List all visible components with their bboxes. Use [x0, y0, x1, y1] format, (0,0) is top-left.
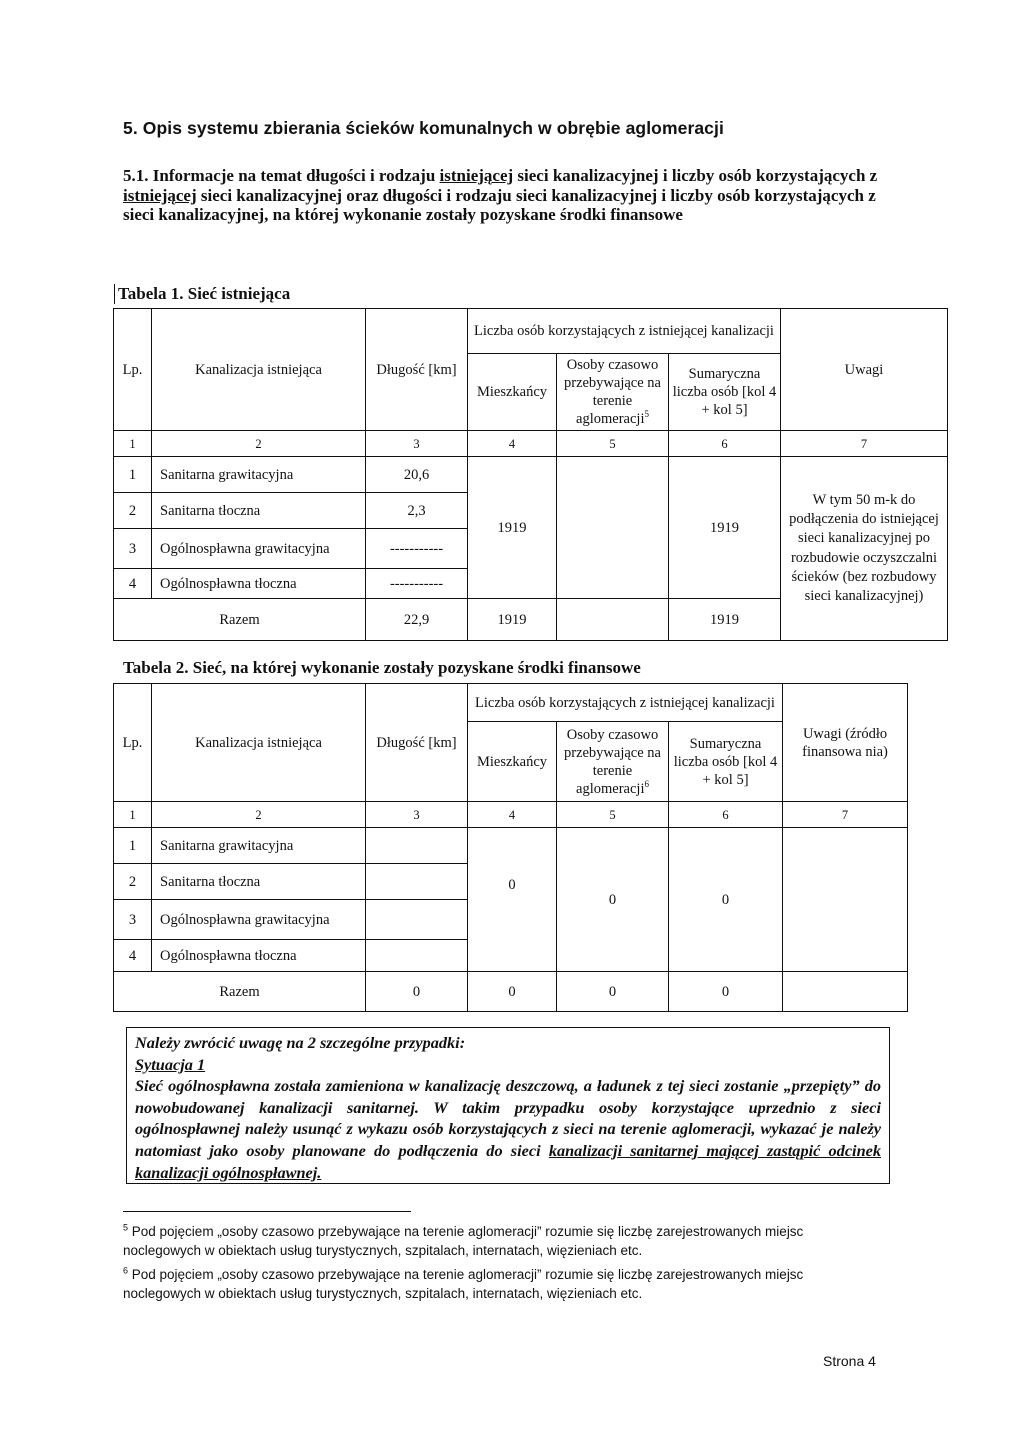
t1-header-uwagi: Uwagi: [781, 309, 948, 431]
t1-header-osoby: [557, 354, 669, 431]
t1-header-mieszkancy: Mieszkańcy: [468, 354, 557, 431]
footnote-6-text: Pod pojęciem „osoby czasowo przebywające na terenie aglomeracji” rozumie się liczbę zarejestrowanych miejsc noclegowych w obiektach usług turystycznych, szpitalach, internatach, więzieniach etc.: [123, 1267, 804, 1301]
t1-len: 20,6: [366, 457, 468, 493]
t1-colnum: 4: [468, 431, 557, 457]
t2-colnum: 3: [366, 802, 468, 828]
note-box: [126, 1027, 890, 1184]
note-title: Należy zwrócić uwagę na 2 szczególne przypadki:: [135, 1033, 466, 1052]
t2-merged-osoby: 0: [557, 828, 669, 972]
t2-colnums-row: [114, 802, 908, 828]
t1-razem-mieszkancy: 1919: [468, 599, 557, 641]
t2-razem-len: 0: [366, 972, 468, 1012]
info-part-2: sieci kanalizacyjnej i liczby osób korzystających z: [513, 166, 878, 185]
note-body-text: Sieć ogólnospławna została zamieniona w kanalizację deszczową, a ładunek z tej sieci zostanie „przepięty” do nowobudowanej kanalizacji sanitarnej. W takim przypadku osoby korzystające uprzednio z sieci ogólnospławnej należy usunąć z wykazu osób korzystających z sieci na terenie aglomeracji, wykazać je należy natomiast jako osoby planowane do podłączenia do sieci: [135, 1076, 881, 1160]
t1-colnums-row: [114, 431, 948, 457]
page-number: Strona 4: [823, 1353, 876, 1369]
t1-colnum: 7: [781, 431, 948, 457]
t1-header-dlugosc: Długość [km]: [366, 309, 468, 431]
t2-razem-mieszkancy: 0: [468, 972, 557, 1012]
t1-name: Ogólnospławna grawitacyjna: [152, 529, 366, 569]
t2-len: [366, 828, 468, 864]
t1-colnum: 3: [366, 431, 468, 457]
t1-header-lp: Lp.: [114, 309, 152, 431]
t1-footnote-ref: 5: [644, 409, 649, 420]
info-part-1: 5.1. Informacje na temat długości i rodzaju: [123, 166, 440, 185]
t1-len: -----------: [366, 569, 468, 599]
t1-name: Sanitarna tłoczna: [152, 493, 366, 529]
t2-name: Sanitarna grawitacyjna: [152, 828, 366, 864]
t2-header-kanalizacja: Kanalizacja istniejąca: [152, 684, 366, 802]
t1-merged-osoby: [557, 457, 669, 599]
t1-razem-label: Razem: [114, 599, 366, 641]
t1-lp: 1: [114, 457, 152, 493]
t2-razem-row: [114, 972, 908, 1012]
t1-merged-mieszkancy: 1919: [468, 457, 557, 599]
t2-footnote-ref: 6: [644, 778, 649, 789]
t2-header-uwagi: Uwagi (źródło finansowa nia): [783, 684, 908, 802]
t2-lp: 3: [114, 900, 152, 940]
t1-len: 2,3: [366, 493, 468, 529]
table2-caption: Tabela 2. Sieć, na której wykonanie zostały pozyskane środki finansowe: [123, 658, 641, 677]
footnote-5: [123, 1222, 883, 1260]
t2-colnum: 4: [468, 802, 557, 828]
table2: [113, 683, 908, 1012]
table1-caption: Tabela 1. Sieć istniejąca: [114, 284, 290, 304]
t1-header-group: Liczba osób korzystających z istniejącej kanalizacji: [468, 309, 781, 354]
t1-name: Sanitarna grawitacyjna: [152, 457, 366, 493]
t2-name: Ogólnospławna grawitacyjna: [152, 900, 366, 940]
t2-name: Ogólnospławna tłoczna: [152, 940, 366, 972]
table-row: [114, 828, 908, 864]
section-5-1-text: [123, 166, 893, 225]
t2-len: [366, 900, 468, 940]
t2-name: Sanitarna tłoczna: [152, 864, 366, 900]
t2-header-dlugosc: Długość [km]: [366, 684, 468, 802]
t1-razem-sum: 1919: [669, 599, 781, 641]
t2-header-lp: Lp.: [114, 684, 152, 802]
t1-header-kanalizacja: Kanalizacja istniejąca: [152, 309, 366, 431]
section-heading: 5. Opis systemu zbierania ścieków komunalnych w obrębie aglomeracji: [123, 118, 724, 138]
t2-colnum: 7: [783, 802, 908, 828]
t1-colnum: 1: [114, 431, 152, 457]
t2-colnum: 2: [152, 802, 366, 828]
t1-razem-osoby: [557, 599, 669, 641]
table1: [113, 308, 948, 641]
t2-header-mieszkancy: Mieszkańcy: [468, 722, 557, 802]
t1-header-osoby-text: Osoby czasowo przebywające na terenie aglomeracji: [563, 357, 661, 427]
t2-lp: 4: [114, 940, 152, 972]
t2-header-osoby-text: Osoby czasowo przebywające na terenie aglomeracji: [563, 726, 661, 797]
t2-merged-mieszkancy: 0: [468, 828, 557, 972]
t1-len: -----------: [366, 529, 468, 569]
t2-len: [366, 940, 468, 972]
t2-header-sum: Sumaryczna liczba osób [kol 4 + kol 5]: [669, 722, 783, 802]
table-row: [114, 457, 948, 493]
t2-lp: 1: [114, 828, 152, 864]
footnote-6: [123, 1265, 883, 1303]
t2-merged-sum: 0: [669, 828, 783, 972]
footnote-5-number: 5: [123, 1222, 129, 1233]
note-situation: Sytuacja 1: [135, 1054, 206, 1074]
t2-colnum: 1: [114, 802, 152, 828]
t1-lp: 2: [114, 493, 152, 529]
t1-header-sum: Sumaryczna liczba osób [kol 4 + kol 5]: [669, 354, 781, 431]
t1-uwagi-text: W tym 50 m-k do podłączenia do istniejącej sieci kanalizacyjnej po rozbudowie oczyszczalni ścieków (bez rozbudowy sieci kanalizacyjnej): [781, 457, 948, 641]
t1-colnum: 2: [152, 431, 366, 457]
t2-colnum: 5: [557, 802, 669, 828]
info-underlined-1: istniejącej: [439, 166, 514, 185]
t2-lp: 2: [114, 864, 152, 900]
t2-razem-sum: 0: [669, 972, 783, 1012]
t1-colnum: 5: [557, 431, 669, 457]
t2-uwagi-cell: [783, 828, 908, 972]
t2-len: [366, 864, 468, 900]
t2-header-group: Liczba osób korzystających z istniejącej kanalizacji: [468, 684, 783, 722]
note-body: [135, 1075, 881, 1183]
note-body-underlined: kanalizacji sanitarnej mającej zastąpić odcinek kanalizacji ogólnospławnej.: [135, 1140, 881, 1182]
t1-razem-len: 22,9: [366, 599, 468, 641]
t1-lp: 4: [114, 569, 152, 599]
info-underlined-2: istniejącej: [123, 185, 197, 205]
t1-name: Ogólnospławna tłoczna: [152, 569, 366, 599]
footnote-5-text: Pod pojęciem „osoby czasowo przebywające na terenie aglomeracji” rozumie się liczbę zarejestrowanych miejsc noclegowych w obiektach usług turystycznych, szpitalach, internatach, więzieniach etc.: [123, 1224, 804, 1258]
t1-lp: 3: [114, 529, 152, 569]
t1-merged-sum: 1919: [669, 457, 781, 599]
t2-header-osoby: [557, 722, 669, 802]
info-part-3: sieci kanalizacyjnej oraz długości i rodzaju sieci kanalizacyjnej i liczby osób korzystających z sieci kanalizacyjnej, na której wykonanie zostały pozyskane środki finansowe: [123, 185, 876, 225]
t2-razem-uwagi: [783, 972, 908, 1012]
t2-razem-label: Razem: [114, 972, 366, 1012]
t2-razem-osoby: 0: [557, 972, 669, 1012]
t1-colnum: 6: [669, 431, 781, 457]
footnote-6-number: 6: [123, 1265, 129, 1276]
footnote-divider: [123, 1211, 411, 1212]
t2-colnum: 6: [669, 802, 783, 828]
